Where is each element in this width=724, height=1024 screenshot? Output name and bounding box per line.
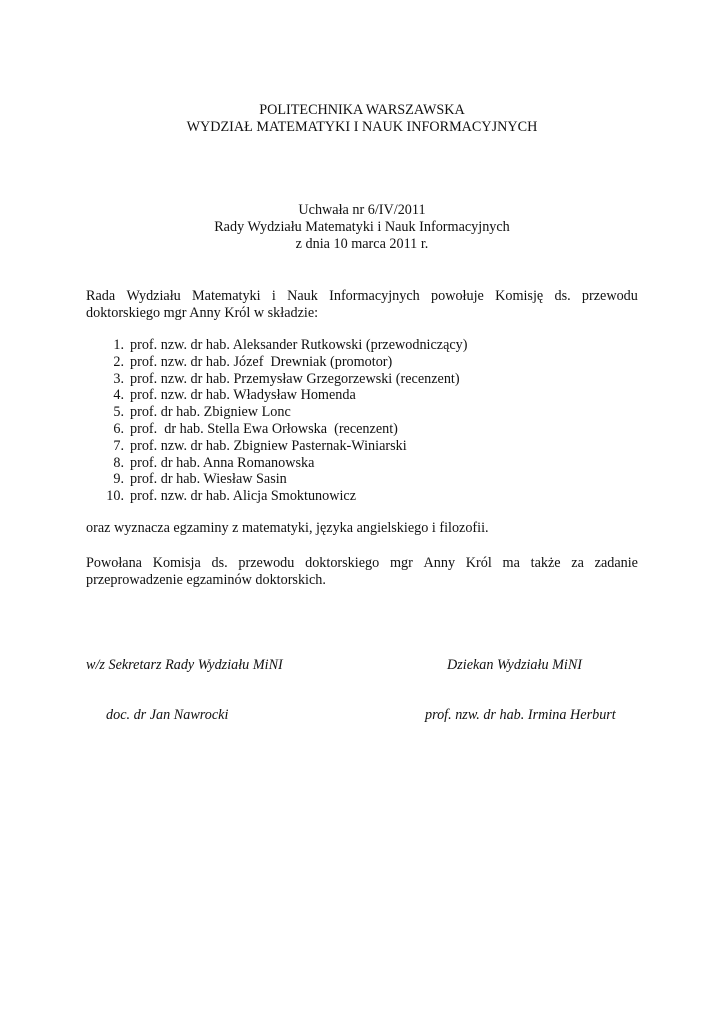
committee-task-word: za xyxy=(571,555,584,571)
member-name: prof. nzw. dr hab. Aleksander Rutkowski (przewodniczący) xyxy=(130,337,468,353)
intro-word: przewodu xyxy=(581,288,638,304)
committee-task-word: Powołana xyxy=(86,555,142,571)
intro-word: Nauk xyxy=(287,288,318,304)
committee-task-paragraph xyxy=(86,555,638,589)
committee-task-word: ds. xyxy=(211,555,228,571)
dean-title: Dziekan Wydziału MiNI xyxy=(447,657,583,673)
intro-word: Wydziału xyxy=(126,288,181,304)
member-number: 2. xyxy=(113,353,124,370)
member-number: 3. xyxy=(113,370,124,387)
university-name: POLITECHNIKA WARSZAWSKA xyxy=(259,102,465,118)
committee-task-word: przewodu xyxy=(238,555,295,571)
member-name: prof. nzw. dr hab. Przemysław Grzegorzewski (recenzent) xyxy=(130,370,460,387)
document-header xyxy=(0,102,724,136)
list-item xyxy=(86,438,638,455)
dean-name: prof. nzw. dr hab. Irmina Herburt xyxy=(425,707,616,723)
member-name: prof. dr hab. Anna Romanowska xyxy=(130,454,315,471)
member-name: prof. nzw. dr hab. Józef Drewniak (promotor) xyxy=(130,353,393,370)
resolution-number: Uchwała nr 6/IV/2011 xyxy=(298,202,426,218)
list-item xyxy=(86,421,638,438)
list-item xyxy=(86,488,638,505)
member-number: 7. xyxy=(113,437,124,454)
list-item xyxy=(86,404,638,421)
intro-word: Informacyjnych xyxy=(329,288,420,304)
member-name: prof. nzw. dr hab. Władysław Homenda xyxy=(130,387,356,404)
intro-word: powołuje xyxy=(431,288,484,304)
committee-members-list xyxy=(86,337,638,505)
committee-task-line-2: przeprowadzenie egzaminów doktorskich. xyxy=(86,571,326,588)
committee-task-word: Anny xyxy=(423,555,456,571)
list-item xyxy=(86,471,638,488)
committee-task-word: doktorskiego xyxy=(305,555,380,571)
committee-task-word: także xyxy=(530,555,561,571)
resolution-heading xyxy=(0,202,724,252)
member-number: 10. xyxy=(106,488,124,505)
committee-task-line-1 xyxy=(86,555,638,572)
committee-task-word: Komisja xyxy=(152,555,201,571)
member-number: 5. xyxy=(113,404,124,421)
exams-paragraph: oraz wyznacza egzaminy z matematyki, języka angielskiego i filozofii. xyxy=(86,520,489,536)
member-name: prof. dr hab. Wiesław Sasin xyxy=(130,471,287,488)
secretary-title: w/z Sekretarz Rady Wydziału MiNI xyxy=(86,657,283,673)
member-number: 9. xyxy=(113,471,124,488)
secretary-name: doc. dr Jan Nawrocki xyxy=(106,707,229,723)
member-name: prof. dr hab. Stella Ewa Orłowska (recenzent) xyxy=(130,420,398,437)
intro-paragraph xyxy=(86,288,638,322)
list-item xyxy=(86,371,638,388)
committee-task-word: Król xyxy=(465,555,492,571)
intro-word: Matematyki xyxy=(192,288,261,304)
list-item xyxy=(86,455,638,472)
member-number: 6. xyxy=(113,420,124,437)
intro-word: Komisję xyxy=(495,288,544,304)
committee-task-word: zadanie xyxy=(594,555,638,571)
member-number: 1. xyxy=(113,337,124,353)
resolution-council: Rady Wydziału Matematyki i Nauk Informacyjnych xyxy=(214,218,510,235)
member-name: prof. dr hab. Zbigniew Lonc xyxy=(130,404,291,421)
faculty-name: WYDZIAŁ MATEMATYKI I NAUK INFORMACYJNYCH xyxy=(186,118,538,135)
intro-word: i xyxy=(271,288,276,304)
member-name: prof. nzw. dr hab. Alicja Smoktunowicz xyxy=(130,488,357,505)
committee-task-word: ma xyxy=(502,555,520,571)
intro-line-1 xyxy=(86,288,638,305)
resolution-date: z dnia 10 marca 2011 r. xyxy=(295,235,429,252)
member-name: prof. nzw. dr hab. Zbigniew Pasternak-Winiarski xyxy=(130,437,407,454)
list-item xyxy=(86,337,638,354)
intro-word: ds. xyxy=(554,288,571,304)
member-number: 4. xyxy=(113,387,124,404)
intro-line-2: doktorskiego mgr Anny Król w składzie: xyxy=(86,304,319,321)
list-item xyxy=(86,387,638,404)
committee-task-word: mgr xyxy=(389,555,413,571)
member-number: 8. xyxy=(113,454,124,471)
list-item xyxy=(86,354,638,371)
intro-word: Rada xyxy=(86,288,116,304)
